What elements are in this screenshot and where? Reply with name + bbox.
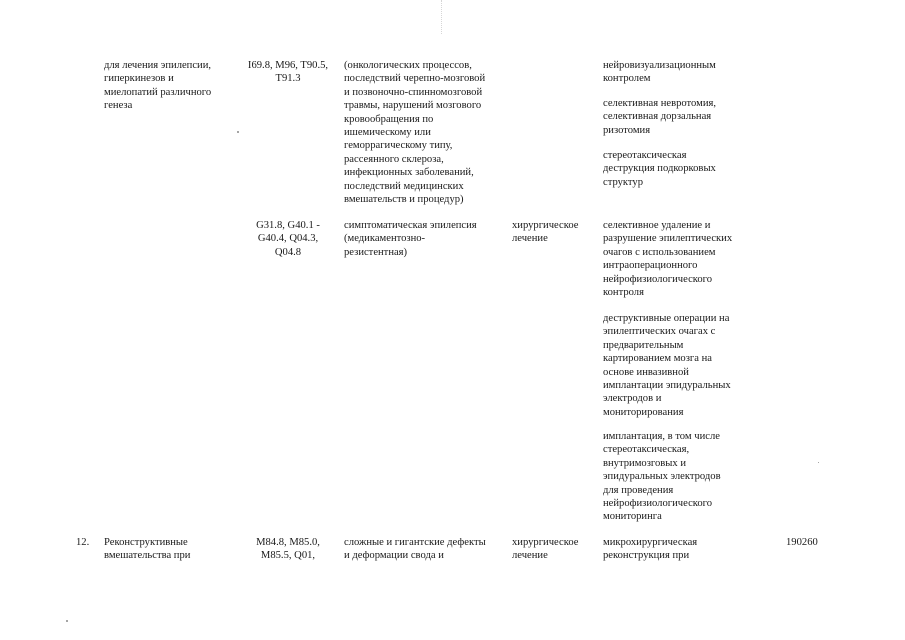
scan-fold-line	[441, 0, 442, 34]
method-2-1: селективное удаление и разрушение эпилептических очагов с использованием интраоперационного нейрофизиологического контроля	[603, 220, 733, 299]
cost-value: 190260	[786, 537, 818, 548]
patient-model-1: (онкологических процессов, последствий черепно-мозговой и позвоночно-спинномозговой травмы, нарушений мозгового кровообращения по ишемическому или геморрагическому типу, рассеянного склероза, инфекционных заболеваний, последствий медицинских вмешательств и процедур)	[344, 60, 486, 206]
icd-codes-2: G31.8, G40.1 - G40.4, Q04.3, Q04.8	[256, 220, 320, 258]
method-12: микрохирургическая реконструкция при	[603, 537, 698, 562]
method-1-1: нейровизуализационным контролем	[603, 60, 716, 85]
treatment-type-12: хирургическое лечение	[512, 537, 579, 562]
scan-speck	[818, 462, 819, 463]
scan-speck	[66, 620, 68, 622]
scan-speck	[237, 131, 239, 133]
patient-model-12: сложные и гигантские дефекты и деформации свода и	[344, 537, 486, 562]
disease-group-name-12: Реконструктивные вмешательства при	[104, 537, 191, 562]
method-2-2: деструктивные операции на эпилептических очагах с предварительным картированием мозга на основе инвазивной имплантации эпидуральных электродов и мониторирования	[603, 313, 731, 418]
patient-model-2: симптоматическая эпилепсия (медикаментозно- резистентная)	[344, 220, 477, 258]
icd-codes-12: M84.8, M85.0, M85.5, Q01,	[256, 537, 320, 562]
method-1-2: селективная невротомия, селективная дорзальная ризотомия	[603, 98, 717, 136]
icd-codes-1: I69.8, M96, T90.5, T91.3	[247, 60, 329, 85]
method-1-3: стереотаксическая деструкция подкорковых структур	[603, 150, 716, 188]
method-2-3: имплантация, в том числе стереотаксическая, внутримозговых и эпидуральных электродов для проведения нейрофизиологического мониторинга	[603, 431, 721, 523]
treatment-type-2: хирургическое лечение	[512, 220, 579, 245]
disease-group-name: для лечения эпилепсии, гиперкинезов и миелопатий различного генеза	[104, 60, 212, 112]
row-number: 12.	[76, 537, 90, 548]
